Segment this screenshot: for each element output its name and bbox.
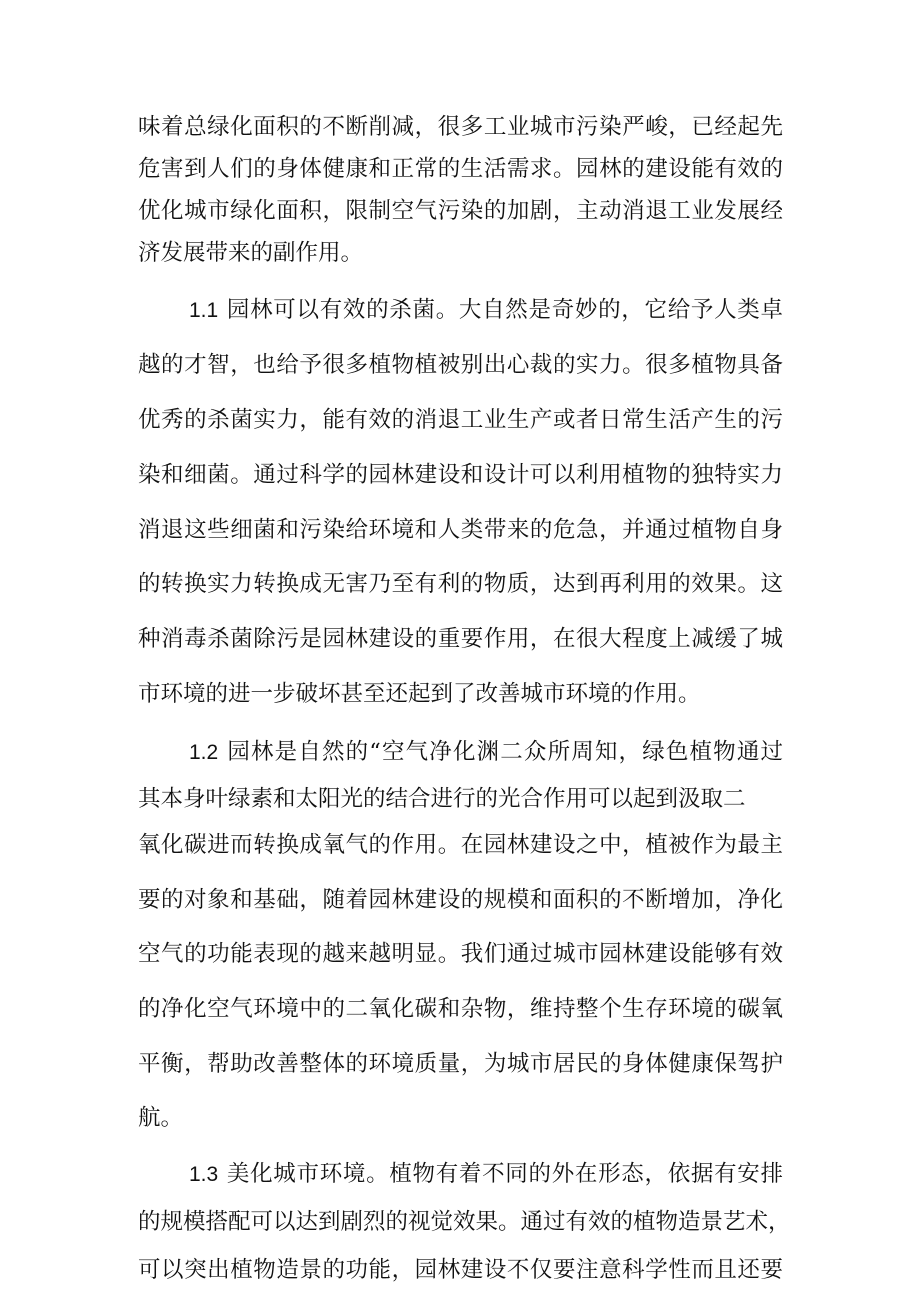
text-span: 园林是自然的“空气净化渊二众所周知，绿色植物通过 bbox=[226, 739, 783, 765]
text-line: 市环境的进一步破坏甚至还起到了改善城市环境的作用。 bbox=[138, 681, 701, 707]
text-line: 优化城市绿化面积，限制空气污染的加剧，主动消退工业发展经 bbox=[138, 198, 783, 224]
section-1-2-first-line bbox=[189, 730, 783, 774]
text-line: 越的才智，也给予很多植物植被别出心裁的实力。很多植物具备 bbox=[138, 352, 783, 378]
text-line: 空气的功能表现的越来越明显。我们通过城市园林建设能够有效 bbox=[138, 941, 783, 967]
text-line: 种消毒杀菌除污是园林建设的重要作用，在很大程度上减缓了城 bbox=[138, 626, 783, 652]
text-span: 美化城市环境。植物有着不同的外在形态，依据有安排 bbox=[226, 1161, 783, 1187]
text-line: 消退这些细菌和污染给环境和人类带来的危急，并通过植物自身 bbox=[138, 517, 783, 543]
text-line: 航。 bbox=[138, 1105, 184, 1131]
text-line: 染和细菌。通过科学的园林建设和设计可以利用植物的独特实力 bbox=[138, 462, 783, 488]
text-line: 的净化空气环境中的二氧化碳和杂物，维持整个生存环境的碳氧 bbox=[138, 996, 783, 1022]
text-line: 优秀的杀菌实力，能有效的消退工业生产或者日常生活产生的污 bbox=[138, 407, 783, 433]
text-span: 园林可以有效的杀菌。大自然是奇妙的，它给予人类卓 bbox=[226, 297, 783, 323]
section-number: 1.1 bbox=[189, 299, 219, 322]
text-line: 其本身叶绿素和太阳光的结合进行的光合作用可以起到汲取二 bbox=[138, 786, 746, 812]
text-line: 要的对象和基础，随着园林建设的规模和面积的不断增加，净化 bbox=[138, 887, 783, 913]
section-1-1-first-line bbox=[189, 288, 783, 332]
text-line: 平衡，帮助改善整体的环境质量，为城市居民的身体健康保驾护 bbox=[138, 1051, 783, 1077]
section-number: 1.2 bbox=[189, 741, 219, 764]
text-line: 氧化碳进而转换成氧气的作用。在园林建设之中，植被作为最主 bbox=[138, 832, 783, 858]
section-1-3-first-line bbox=[189, 1152, 783, 1196]
text-line: 济发展带来的副作用。 bbox=[138, 240, 364, 266]
text-line: 的转换实力转换成无害乃至有利的物质，达到再利用的效果。这 bbox=[138, 571, 783, 597]
text-line: 味着总绿化面积的不断削减，很多工业城市污染严峻，已经起先 bbox=[138, 114, 783, 140]
text-line: 危害到人们的身体健康和正常的生活需求。园林的建设能有效的 bbox=[138, 156, 783, 182]
text-line: 可以突出植物造景的功能，园林建设不仅要注意科学性而且还要 bbox=[138, 1257, 783, 1283]
section-number: 1.3 bbox=[189, 1163, 219, 1186]
text-line: 的规模搭配可以达到剧烈的视觉效果。通过有效的植物造景艺术， bbox=[138, 1209, 791, 1235]
